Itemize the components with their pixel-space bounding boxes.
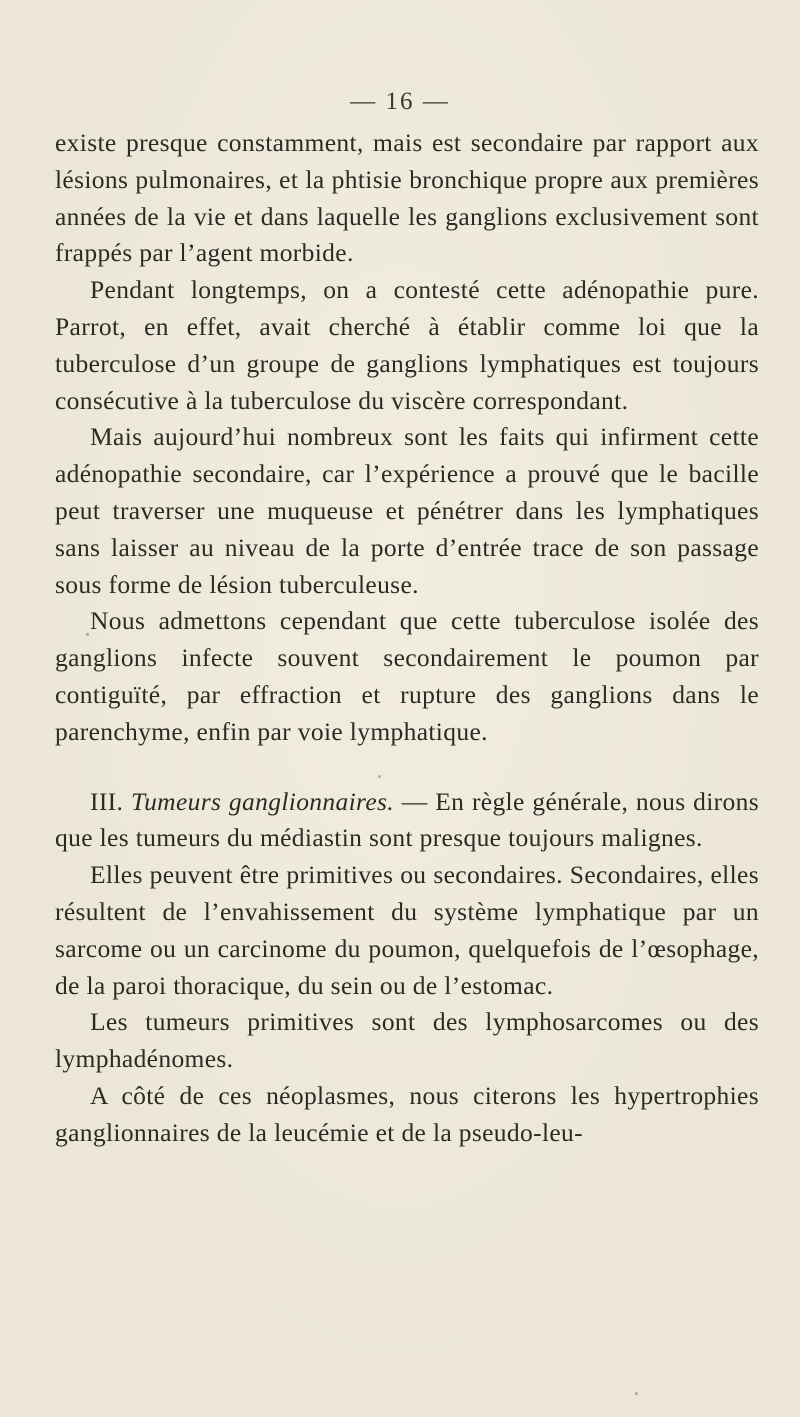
- paragraph-aujourdhui: Mais aujourd’hui nombreux sont les faits qui infirment cette adénopathie secondaire, car l’expérience a prouvé que le bacille peut traverser une muqueuse et pénétrer dans les lymphatiques sans laisser au niveau de la porte d’entrée trace de son passage sous forme de lésion tuberculeuse.: [55, 422, 759, 599]
- paper-speck: [378, 775, 381, 778]
- section-lead: — En règle générale, nous dirons que les tumeurs du médiastin sont presque toujours malignes.: [55, 786, 759, 853]
- paragraph-lymphosarcomes: Les tumeurs primitives sont des lymphosarcomes ou des lymphadénomes.: [55, 1007, 759, 1074]
- paragraph-leucemie: A côté de ces néoplasmes, nous citerons les hypertrophies ganglionnaires de la leucémie et de la pseudo-leu-: [55, 1080, 759, 1147]
- paper-speck: [86, 633, 89, 636]
- paragraph-primitives-secondaires: Elles peuvent être primitives ou secondaires. Secondaires, elles résultent de l’envahissement du système lymphatique par un sarcome ou un carcinome du poumon, quelquefois de l’œsophage, de la paroi thoracique, du sein ou de l’estomac.: [55, 860, 759, 1000]
- section-title: Tumeurs ganglionnaires.: [130, 786, 395, 816]
- paragraph-parrot: Pendant longtemps, on a contesté cette adénopathie pure. Parrot, en effet, avait cherché à établir comme loi que la tuberculose d’un groupe de ganglions lymphatiques est toujours consécutive à la tuberculose du viscère correspondant.: [55, 275, 759, 415]
- paragraph-contiguite: Nous admettons cependant que cette tuberculose isolée des ganglions infecte souvent secondairement le poumon par contiguïté, par effraction et rupture des ganglions dans le parenchyme, enfin par voie lymphatique.: [55, 606, 759, 746]
- paragraph-continued: existe presque constamment, mais est secondaire par rapport aux lésions pulmonaires, et la phtisie bronchique propre aux premières années de la vie et dans laquelle les ganglions exclusivement sont frappés par l’agent morbide.: [55, 128, 759, 268]
- page-number: — 16 —: [350, 88, 450, 115]
- body-text: [55, 125, 759, 1152]
- section-heading-paragraph: [55, 784, 759, 858]
- section-numeral: III.: [90, 786, 124, 816]
- paper-speck: [635, 1392, 638, 1395]
